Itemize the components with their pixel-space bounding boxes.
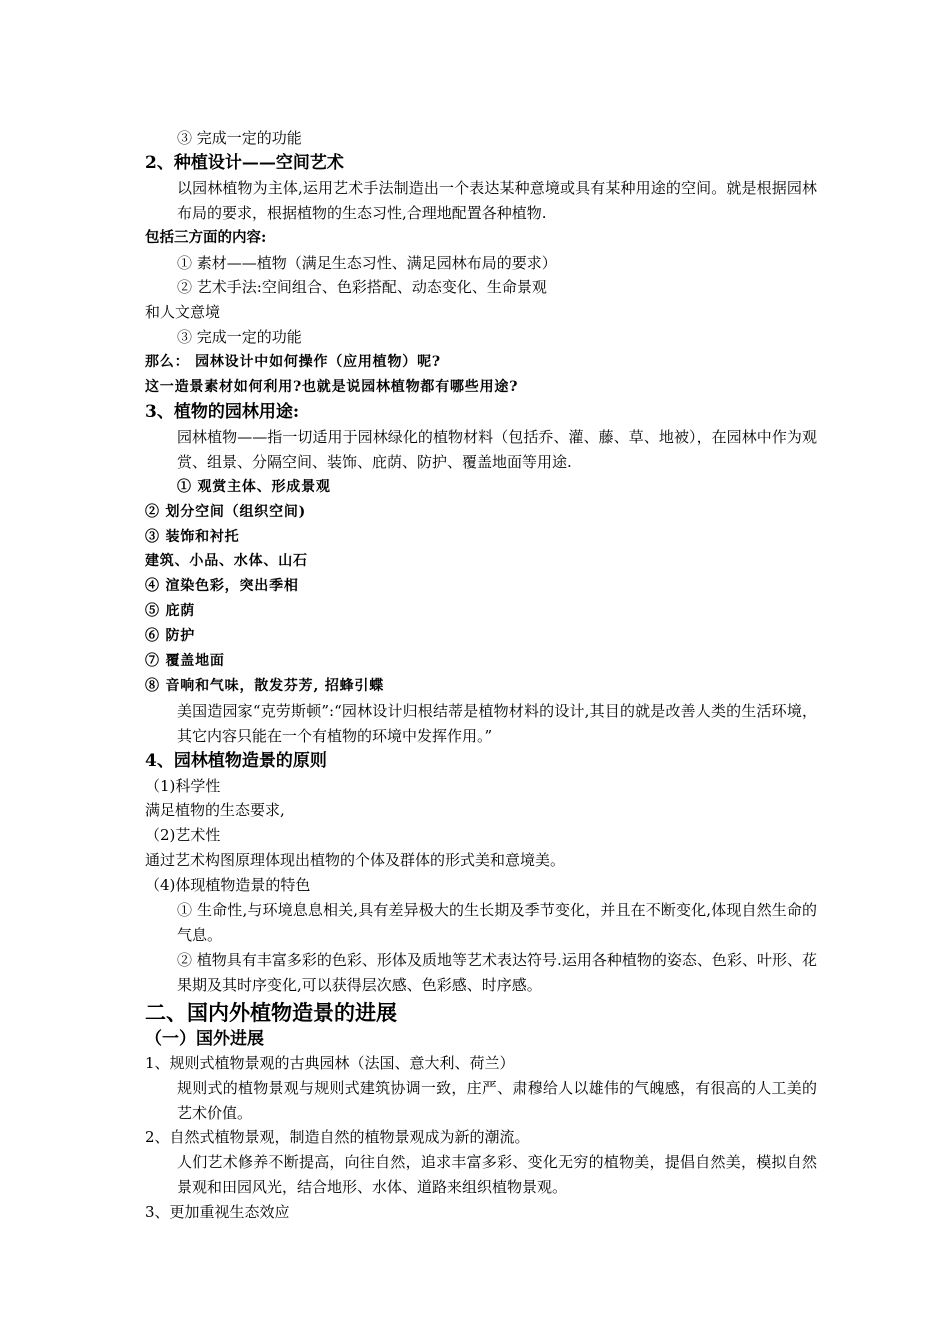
paragraph: ① 生命性,与环境息息相关,具有差异极大的生长期及季节变化，并且在不断变化,体现自然生命的气息。: [177, 901, 817, 944]
list-item: ② 艺术手法:空间组合、色彩搭配、动态变化、生命景观: [177, 278, 547, 297]
section-heading: 2、种植设计——空间艺术: [145, 152, 344, 173]
bold-question: 那么： 园林设计中如何操作（应用植物）呢?: [145, 354, 441, 371]
use-item: ① 观赏主体、形成景观: [177, 478, 331, 495]
list-item-continuation: 和人文意境: [145, 303, 221, 322]
principle-text: 满足植物的生态要求,: [145, 801, 285, 820]
section-heading: 4、园林植物造景的原则: [145, 750, 327, 771]
paragraph: 人们艺术修养不断提高，向往自然，追求丰富多彩、变化无穷的植物美，提倡自然美，模拟自然景观和田园风光，结合地形、水体、道路来组织植物景观。: [177, 1153, 817, 1197]
use-item: ③ 装饰和衬托: [145, 528, 240, 545]
use-item: ⑥ 防护: [145, 628, 196, 645]
use-item: ⑦ 覆盖地面: [145, 653, 225, 670]
paragraph: 园林植物——指一切适用于园林绿化的植物材料（包括乔、灌、藤、草、地被），在园林中作为观赏、组景、分隔空间、装饰、庇荫、防护、覆盖地面等用途.: [177, 427, 817, 471]
principle-text: 通过艺术构图原理体现出植物的个体及群体的形式美和意境美。: [145, 851, 566, 870]
list-item: 2、自然式植物景观，制造自然的植物景观成为新的潮流。: [145, 1128, 530, 1147]
quote-paragraph: 美国造园家“克劳斯顿”:“园林设计归根结蒂是植物材料的设计,其目的就是改善人类的生活环境，其它内容只能在一个有植物的环境中发挥作用。”: [177, 701, 817, 745]
use-item: ⑤ 庇荫: [145, 603, 196, 620]
bold-question: 这一造景素材如何利用?也就是说园林植物都有哪些用途?: [145, 379, 519, 396]
paragraph: 规则式的植物景观与规则式建筑协调一致，庄严、肃穆给人以雄伟的气魄感，有很高的人工美的艺术价值。: [177, 1078, 817, 1122]
principle-label: （1)科学性: [145, 776, 221, 795]
use-item: ⑧ 音响和气味，散发芬芳, 招蜂引蝶: [145, 677, 385, 694]
use-item: ② 划分空间（组织空间): [145, 503, 307, 520]
list-item: ① 素材——植物（满足生态习性、满足园林布局的要求）: [177, 253, 557, 272]
section-heading: 3、植物的园林用途:: [145, 401, 300, 422]
paragraph: ② 植物具有丰富多彩的色彩、形体及质地等艺术表达符号.运用各种植物的姿态、色彩、叶形、花果期及其时序变化,可以获得层次感、色彩感、时序感。: [177, 950, 817, 994]
chapter-heading: 二、国内外植物造景的进展: [145, 999, 397, 1025]
paragraph: 以园林植物为主体,运用艺术手法制造出一个表达某种意境或具有某种用途的空间。就是根据园林布局的要求，根据植物的生态习性,合理地配置各种植物.: [177, 178, 817, 222]
document-body: [145, 126, 817, 1225]
list-item: ③ 完成一定的功能: [177, 129, 302, 147]
list-item: ③ 完成一定的功能: [177, 328, 302, 347]
principle-label: （4)体现植物造景的特色: [145, 876, 311, 895]
use-item: ④ 渲染色彩，突出季相: [145, 578, 299, 595]
subsection-heading: （一）国外进展: [145, 1028, 264, 1049]
list-item: 3、更加重视生态效应: [145, 1203, 290, 1222]
use-item-detail: 建筑、小品、水体、山石: [145, 553, 308, 570]
list-item: 1、规则式植物景观的古典园林（法国、意大利、荷兰）: [145, 1053, 515, 1072]
bold-label: 包括三方面的内容:: [145, 228, 267, 246]
principle-label: （2)艺术性: [145, 826, 221, 845]
